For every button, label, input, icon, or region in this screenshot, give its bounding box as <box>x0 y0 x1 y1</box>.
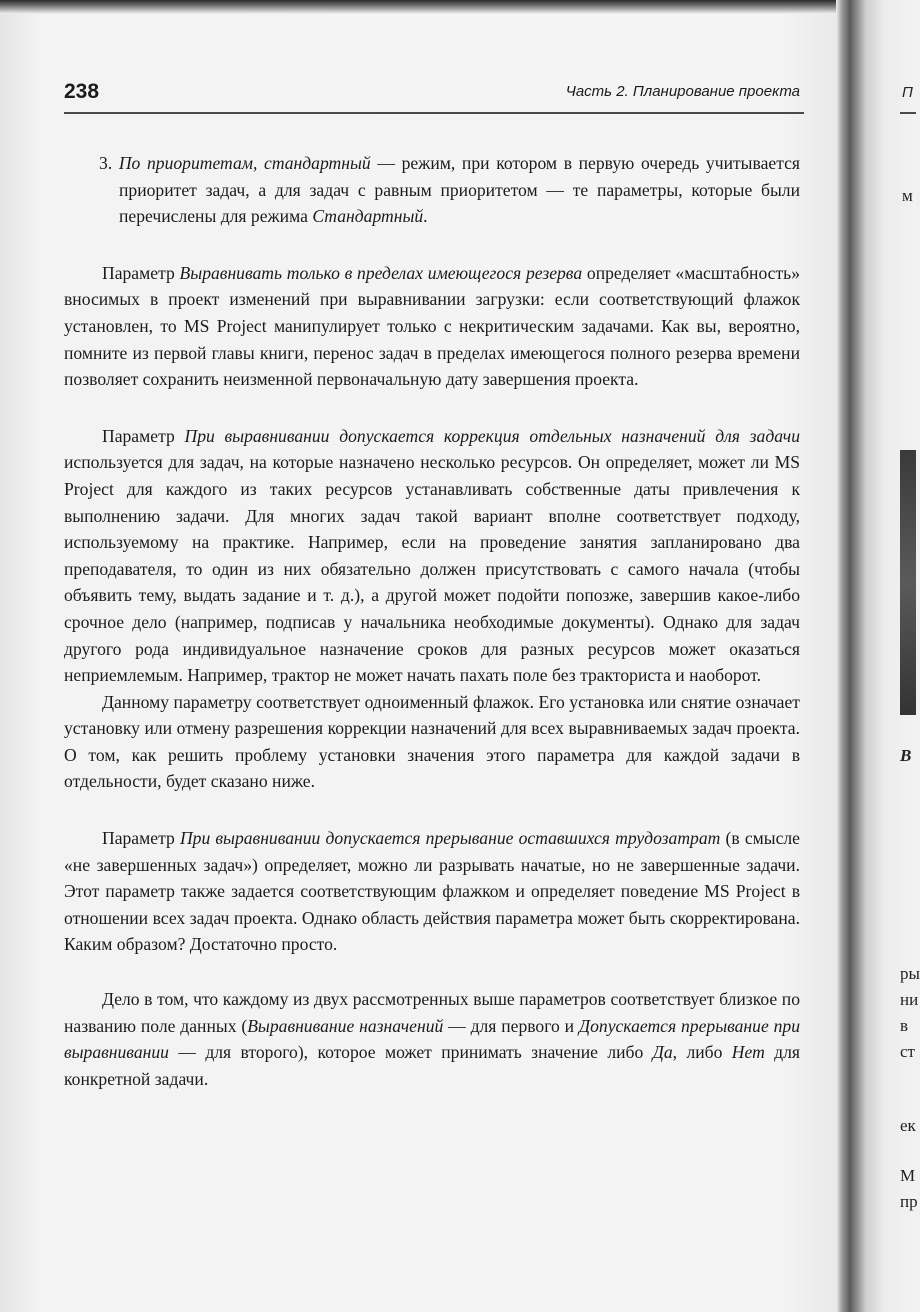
running-head: Часть 2. Планирование проекта <box>565 83 800 100</box>
text-run: Параметр <box>102 425 185 446</box>
term: Выравнивание назначений <box>247 1015 444 1036</box>
page-header <box>64 80 800 110</box>
next-page-fragment: ни <box>900 990 919 1009</box>
text-run: — режим, при котором в первую очередь учитывается приоритет задач, а для задач с равным приоритетом — те параметры, которые были перечислены для режима <box>119 153 800 227</box>
text-run: — для первого и <box>443 1015 579 1036</box>
term: Нет <box>731 1042 765 1063</box>
text-run: Параметр <box>102 262 180 283</box>
term: По приоритетам, стандартный <box>118 153 371 173</box>
text-run: используется для задач, на которые назначено несколько ресурсов. Он определяет, может ли MS Project для каждого из таких ресурсов устанавливать собственные даты привлечения к выполнению задачи. Для многих задач такой вариант вполне соответствует подходу, используемому на практике. Например, если на проведение занятия запланировано два преподавателя, то один из них обязательно должен присутствовать с самого начала (чтобы объявить тему, выдать задание и т. д.), а другой может подойти попозже, завершив какое-либо срочное дело (например, подписав у начальника необходимые документы). Однако для задач другого рода индивидуальное назначение сроков для разных ресурсов может оказаться неприемлемым. Например, трактор не может начать пахать поле без тракториста и наоборот. <box>64 452 800 686</box>
next-page-running-head: П <box>902 84 913 101</box>
list-item-3 <box>99 150 800 230</box>
text-run: . <box>423 206 428 227</box>
term: Да <box>652 1042 673 1063</box>
text-run: Параметр <box>102 828 180 849</box>
term: Выравнивать только в пределах имеющегося резерва <box>179 262 583 283</box>
next-page-fragment: в <box>900 1016 909 1035</box>
next-page-fragment: пр <box>900 1192 918 1211</box>
text-run: определяет «масштабность» вносимых в проект изменений при выравнивании загрузки: если соответствующий флажок установлен, то MS Project манипулирует только с некритическим задачами. Как вы, вероятно, помните из первой главы книги, перенос задач в пределах имеющегося полного резерва времени позволяет сохранить неизменной первоначальную дату завершения проекта. <box>64 262 801 390</box>
text-run: — для второго), которое может принимать значение либо <box>168 1042 653 1063</box>
paragraph-leveling-split <box>64 825 800 958</box>
paragraph-data-fields <box>64 986 800 1092</box>
term: При выравнивании допускается прерывание оставшихся трудозатрат <box>179 828 721 849</box>
text-run: (в смысле «не завершенных задач») определяет, можно ли разрывать начатые, но не завершенные задачи. Этот параметр также задается соответствующим флажком и определяет поведение MS Project в отношении всех задач проекта. Однако область действия параметра может быть скорректирована. Каким образом? Достаточно просто. <box>64 828 800 955</box>
next-page-screenshot-image <box>900 450 916 715</box>
paragraph-leveling-slack <box>64 260 800 393</box>
body-text <box>64 150 800 1092</box>
text-run: Дело в том, что каждому из двух рассмотренных выше параметров соответствует близкое по названию поле данных ( <box>64 989 800 1036</box>
paragraph-checkbox: Данному параметру соответствует одноименный флажок. Его установка или снятие означает установку или отмену разрешения коррекции назначений для всех выравниваемых задач проекта. О том, как решить проблему установки значения этого параметра для каждой задачи в отдельности, будет сказано ниже. <box>64 691 800 792</box>
next-page-fragment: М <box>900 1166 916 1185</box>
term: Допускается прерывание при выравнивании <box>64 1015 800 1063</box>
next-page-fragment: ры <box>900 964 920 983</box>
text-run: для конкретной задачи. <box>64 1042 800 1089</box>
scan-top-shadow <box>0 0 848 14</box>
next-page-header-rule <box>900 112 916 114</box>
next-page-heading-fragment: В <box>900 746 912 765</box>
next-page-fragment: ст <box>900 1042 915 1061</box>
text-run: , либо <box>672 1042 732 1063</box>
list-number: 3. <box>99 153 113 173</box>
paragraph-leveling-assignments <box>64 423 800 689</box>
next-page-fragment: м <box>902 186 913 205</box>
next-page-fragment: ек <box>900 1116 916 1135</box>
page-number: 238 <box>64 80 100 103</box>
term: При выравнивании допускается коррекция отдельных назначений для задачи <box>184 425 800 446</box>
header-rule <box>64 112 804 114</box>
term: Стандартный <box>312 206 424 227</box>
